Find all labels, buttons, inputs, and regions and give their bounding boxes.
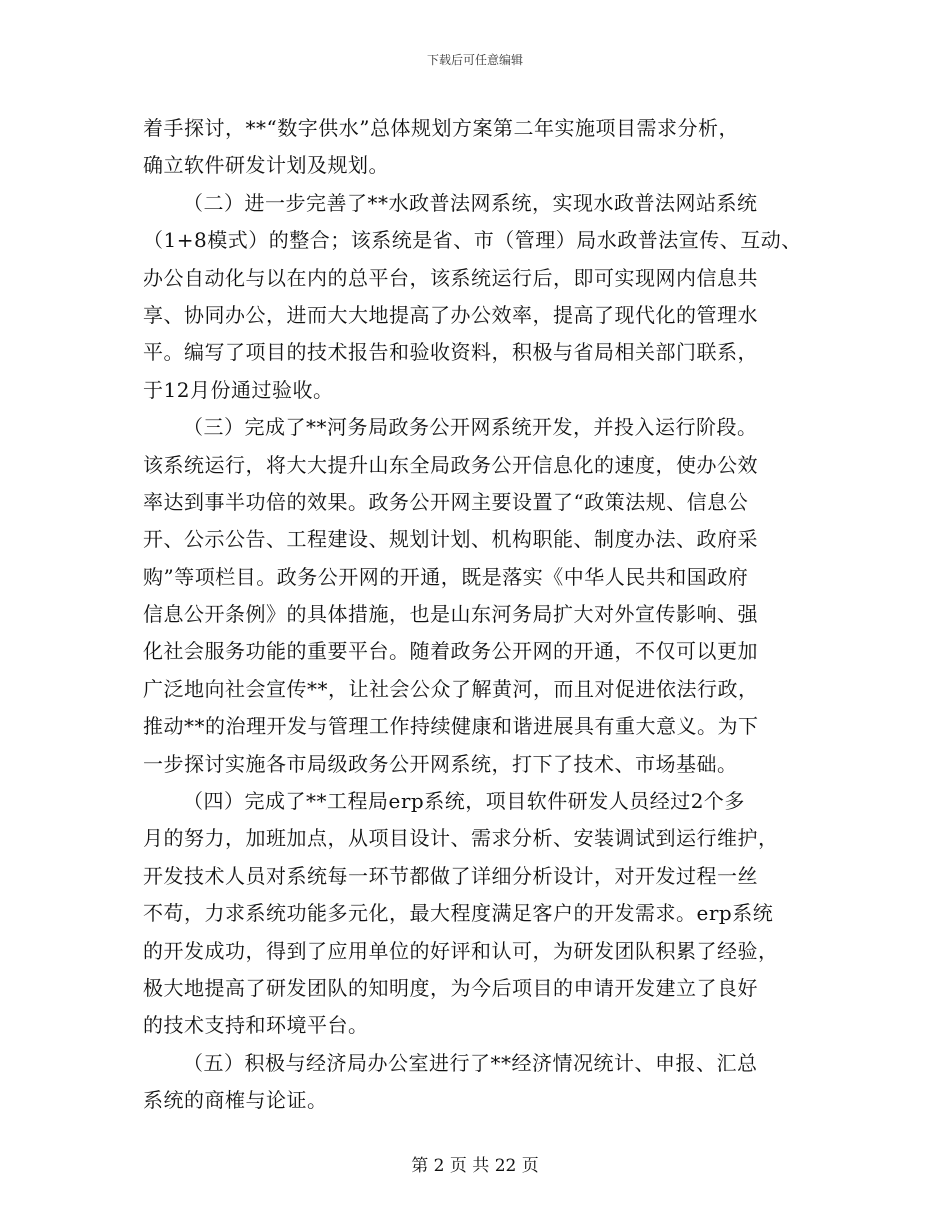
text-line: 的开发成功，得到了应用单位的好评和认可，为研发团队积累了经验， (143, 938, 779, 963)
text-line: 的技术支持和环境平台。 (143, 1013, 369, 1038)
text-line: 推动**的治理开发与管理工作持续健康和谐进展具有重大意义。为下 (143, 714, 759, 739)
page-header-note: 下载后可任意编辑 (426, 53, 523, 67)
paragraph-first-line: （四）完成了**工程局erp系统，项目软件研发人员经过2个多 (183, 789, 745, 814)
text-line: 办公自动化与以在内的总平台，该系统运行后，即可实现网内信息共 (143, 265, 758, 290)
text-line: （1+8模式）的整合；该系统是省、市（管理）局水政普法宣传、互动、 (143, 228, 802, 253)
text-line: 不苟，力求系统功能多元化，最大程度满足客户的开发需求。erp系统 (143, 901, 774, 926)
text-line: 系统的商榷与论证。 (143, 1088, 328, 1113)
text-line: 信息公开条例》的具体措施，也是山东河务局扩大对外宣传影响、强 (143, 602, 758, 627)
text-line: 开、公示公告、工程建设、规划计划、机构职能、制度办法、政府采 (143, 527, 758, 552)
text-line: 享、协同办公，进而大大地提高了办公效率，提高了现代化的管理水 (143, 302, 758, 327)
paragraph-first-line: （三）完成了**河务局政务公开网系统开发，并投入运行阶段。 (183, 415, 758, 440)
text-line: 确立软件研发计划及规划。 (143, 153, 389, 178)
text-line: 于12月份通过验收。 (143, 377, 334, 402)
text-line: 该系统运行，将大大提升山东全局政务公开信息化的速度，使办公效 (143, 452, 758, 477)
text-line: 平。编写了项目的技术报告和验收资料，积极与省局相关部门联系， (143, 340, 758, 365)
paragraph-first-line: （二）进一步完善了**水政普法网系统，实现水政普法网站系统 (183, 190, 758, 215)
text-line: 极大地提高了研发团队的知明度，为今后项目的申请开发建立了良好 (143, 975, 758, 1000)
text-line: 广泛地向社会宣传**，让社会公众了解黄河，而且对促进依法行政， (143, 676, 759, 701)
page-number: 第 2 页 共 22 页 (411, 1156, 539, 1176)
document-body (143, 110, 813, 1120)
text-line: 着手探讨，**“数字供水”总体规划方案第二年实施项目需求分析， (143, 116, 739, 140)
text-line: 化社会服务功能的重要平台。随着政务公开网的开通，不仅可以更加 (143, 639, 758, 664)
text-line: 购”等项栏目。政务公开网的开通，既是落实《中华人民共和国政府 (143, 564, 749, 589)
text-line: 开发技术人员对系统每一环节都做了详细分析设计，对开发过程一丝 (143, 863, 758, 888)
paragraph-first-line: （五）积极与经济局办公室进行了**经济情况统计、申报、汇总 (183, 1050, 758, 1075)
text-line: 月的努力，加班加点，从项目设计、需求分析、安装调试到运行维护， (143, 826, 779, 851)
text-line: 率达到事半功倍的效果。政务公开网主要设置了“政策法规、信息公 (143, 489, 749, 514)
text-line: 一步探讨实施各市局级政务公开网系统，打下了技术、市场基础。 (143, 751, 738, 776)
